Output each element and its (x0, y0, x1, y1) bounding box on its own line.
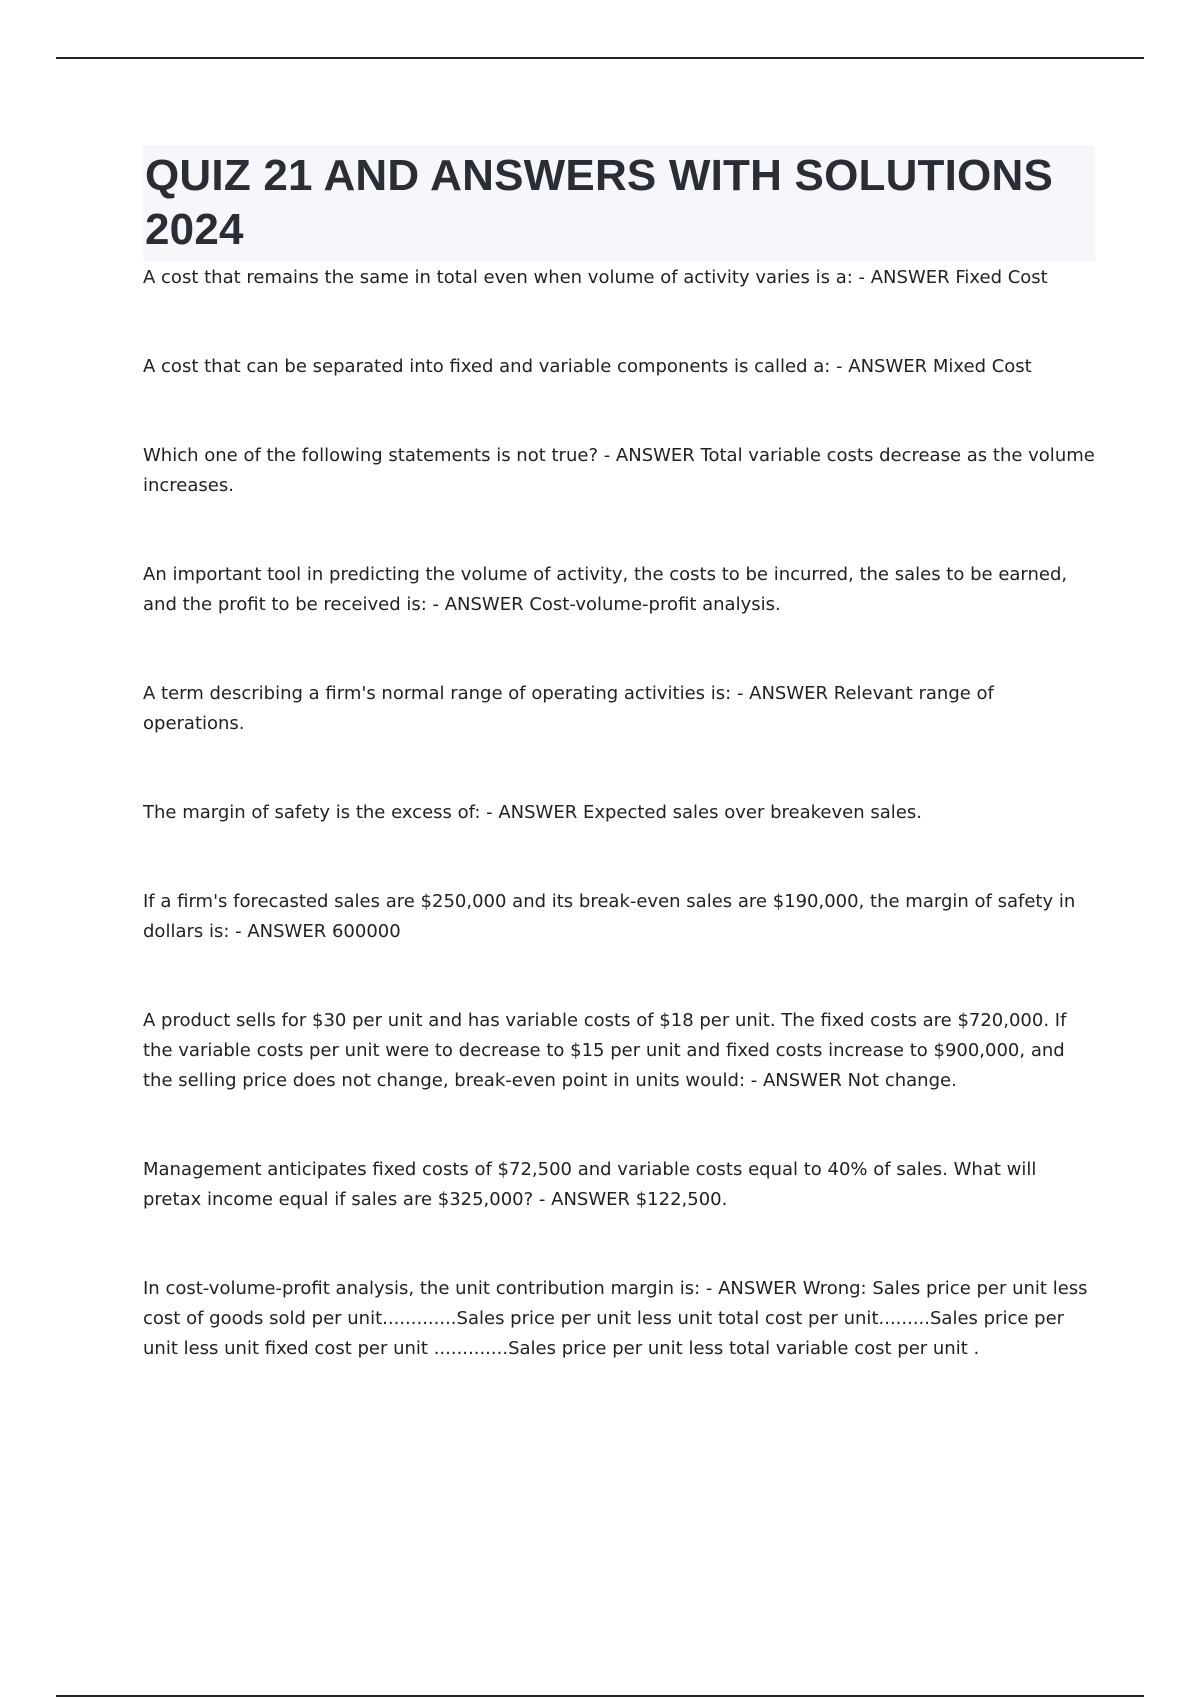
title-block (143, 145, 1095, 261)
bottom-rule (56, 1695, 1144, 1697)
qa-item: In cost-volume-profit analysis, the unit contribution margin is: - ANSWER Wrong: Sales price per unit less cost of goods sold per unit.............Sales price per unit less unit total cost per unit.........Sales price per unit less unit fixed cost per unit .............Sales price per unit less total variable cost per unit . (143, 1278, 1088, 1359)
qa-item: Management anticipates fixed costs of $72,500 and variable costs equal to 40% of sales. What will pretax income equal if sales are $325,000? - ANSWER $122,500. (143, 1159, 1037, 1210)
qa-item: A cost that remains the same in total even when volume of activity varies is a: - ANSWER Fixed Cost (143, 267, 1048, 288)
qa-item: A cost that can be separated into fixed and variable components is called a: - ANSWER Mixed Cost (143, 356, 1032, 377)
qa-item: An important tool in predicting the volume of activity, the costs to be incurred, the sales to be earned, and the profit to be received is: - ANSWER Cost-volume-profit analysis. (143, 564, 1068, 615)
qa-item: The margin of safety is the excess of: - ANSWER Expected sales over breakeven sales. (143, 802, 922, 823)
page-title: QUIZ 21 AND ANSWERS WITH SOLUTIONS 2024 (145, 151, 1054, 254)
qa-item: Which one of the following statements is not true? - ANSWER Total variable costs decrease as the volume increases. (143, 445, 1095, 496)
qa-item: If a firm's forecasted sales are $250,000 and its break-even sales are $190,000, the margin of safety in dollars is: - ANSWER 600000 (143, 891, 1076, 942)
top-rule (56, 57, 1144, 59)
qa-item: A term describing a firm's normal range of operating activities is: - ANSWER Relevant range of operations. (143, 683, 994, 734)
qa-item: A product sells for $30 per unit and has variable costs of $18 per unit. The fixed costs are $720,000. If the variable costs per unit were to decrease to $15 per unit and fixed costs increase to $900,000, and the selling price does not change, break-even point in units would: - ANSWER Not change. (143, 1010, 1067, 1091)
document-body (143, 145, 1095, 1364)
